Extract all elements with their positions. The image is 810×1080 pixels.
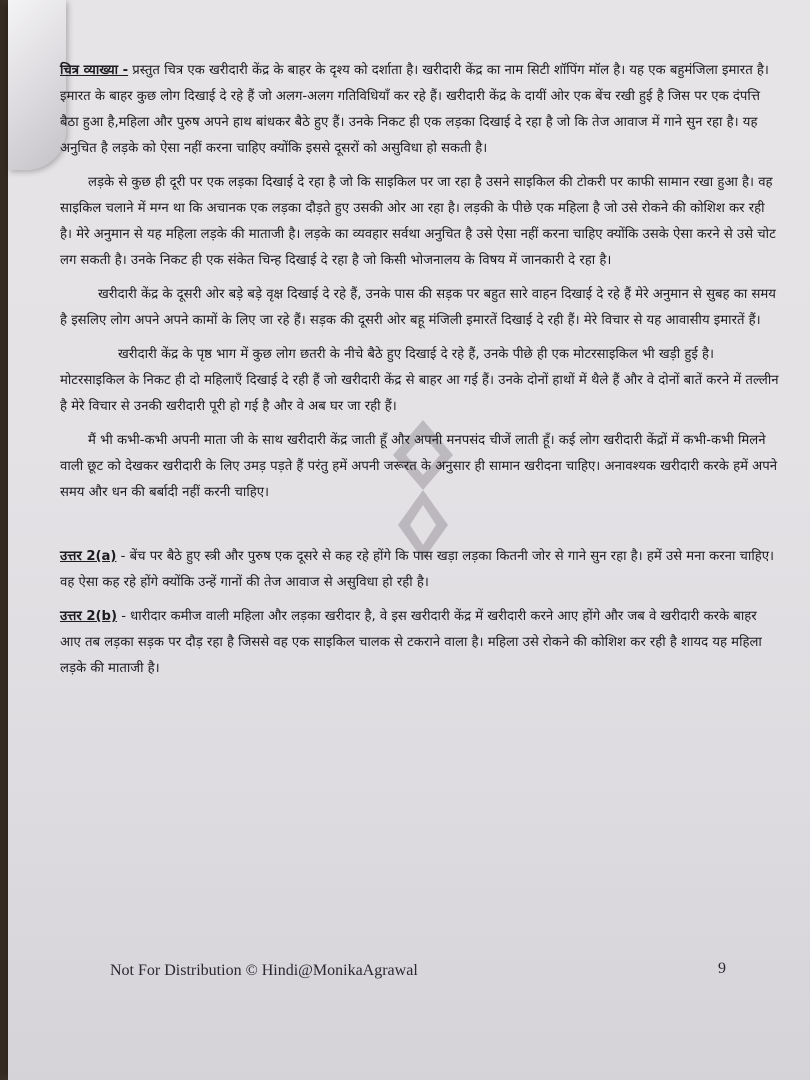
page-number: 9 xyxy=(718,960,726,977)
page-curl xyxy=(8,0,66,170)
answer-2b xyxy=(60,604,780,682)
section-heading: चित्र व्याख्या - xyxy=(60,63,129,78)
answer-label: उत्तर 2(a) xyxy=(60,549,117,564)
footer-copyright: Not For Distribution © Hindi@MonikaAgrawal xyxy=(110,962,418,979)
paragraph-text: खरीदारी केंद्र के दूसरी ओर बड़े बड़े वृक्ष दिखाई दे रहे हैं, उनके पास की सड़क पर बहुत सारे वाहन दिखाई दे रहे हैं मेरे अनुमान से सुबह का समय है इसलिए लोग अपने अपने कामों के लिए जा रहे हैं। सड़क की दूसरी ओर बहू मंजिली इमारतें दिखाई दे रही हैं। मेरे विचार से यह आवासीय इमारतें हैं। xyxy=(60,287,776,328)
answer-2a xyxy=(60,544,780,596)
paragraph-text: मैं भी कभी-कभी अपनी माता जी के साथ खरीदारी केंद्र जाती हूँ और अपनी मनपसंद चीजें लाती हूँ। कई लोग खरीदारी केंद्रों में कभी-कभी मिलने वाली छूट को देखकर खरीदारी के लिए उमड़ पड़ते हैं परंतु हमें अपनी जरूरत के अनुसार ही सामान खरीदना चाहिए। अनावश्यक खरीदारी करके हमें अपने समय और धन की बर्बादी नहीं करनी चाहिए। xyxy=(60,433,778,500)
answer-text: - बेंच पर बैठे हुए स्त्री और पुरुष एक दूसरे से कह रहे होंगे कि पास खड़ा लड़का कितनी जोर से गाने सुन रहा है। हमें उसे मना करना चाहिए। वह ऐसा कह रहे होंगे क्योंकि उन्हें गानों की तेज आवाज से असुविधा हो रही है। xyxy=(60,549,775,590)
answer-label: उत्तर 2(b) xyxy=(60,609,117,624)
document-page xyxy=(8,0,810,1080)
answer-text: - धारीदार कमीज वाली महिला और लड़का खरीदार है, वे इस खरीदारी केंद्र में खरीदारी करने आए होंगे और जब वे खरीदारी करके बाहर आए तब लड़का सड़क पर दौड़ रहा है जिससे वह एक साइकिल चालक से टकराने वाला है। महिला उसे रोकने की कोशिश कर रही है शायद यह महिला लड़के की माताजी है। xyxy=(60,609,762,676)
paragraph-text: खरीदारी केंद्र के पृष्ठ भाग में कुछ लोग छतरी के नीचे बैठे हुए दिखाई दे रहे हैं, उनके पीछे ही एक मोटरसाइकिल भी खड़ी हुई है। मोटरसाइकिल के निकट ही दो महिलाएँ दिखाई दे रही हैं जो खरीदारी केंद्र से बाहर आ गई हैं। उनके दोनों हाथों में थैले हैं और वे दोनों बातें करने में तल्लीन है मेरे विचार से उनकी खरीदारी पूरी हो गई है और वे अब घर जा रही हैं। xyxy=(60,347,779,414)
document-body xyxy=(60,58,780,690)
paragraph-text: प्रस्तुत चित्र एक खरीदारी केंद्र के बाहर के दृश्य को दर्शाता है। खरीदारी केंद्र का नाम सिटी शॉपिंग मॉल है। यह एक बहुमंजिला इमारत है। इमारत के बाहर कुछ लोग दिखाई दे रहे हैं जो अलग-अलग गतिविधियाँ कर रहे हैं। खरीदारी केंद्र के दायीं ओर एक बेंच रखी हुई है जिस पर एक दंपत्ति बैठा हुआ है,महिला और पुरुष अपने हाथ बांधकर बैठे हुए हैं। उनके निकट ही एक लड़का दिखाई दे रहा है जो कि तेज आवाज में गाने सुन रहा है। यह अनुचित है लड़के को ऐसा नहीं करना चाहिए क्योंकि इससे दूसरों को असुविधा हो सकती है। xyxy=(60,63,769,156)
paragraph-picture-description xyxy=(60,58,780,162)
paragraph-text: लड़के से कुछ ही दूरी पर एक लड़का दिखाई दे रहा है जो कि साइकिल पर जा रहा है उसने साइकिल की टोकरी पर काफी सामान रखा हुआ है। वह साइकिल चलाने में मग्न था कि अचानक एक लड़का दौड़ते हुए उसकी ओर आ रहा है। लड़की के पीछे एक महिला है जो उसे रोकने की कोशिश कर रही है। मेरे अनुमान से यह महिला लड़के की माताजी है। लड़के का व्यवहार सर्वथा अनुचित है उसे ऐसा नहीं करना चाहिए क्योंकि उसके ऐसा करने से उसे चोट लग सकती है। उनके निकट ही एक संकेत चिन्ह दिखाई दे रहा है जो किसी भोजनालय के विषय में जानकारी दे रहा है। xyxy=(60,175,776,268)
paragraph-trees-road xyxy=(60,282,780,334)
paragraph-background xyxy=(60,342,780,420)
paragraph-boy-cycle xyxy=(60,170,780,274)
paragraph-personal xyxy=(60,428,780,506)
section-gap xyxy=(60,514,780,544)
